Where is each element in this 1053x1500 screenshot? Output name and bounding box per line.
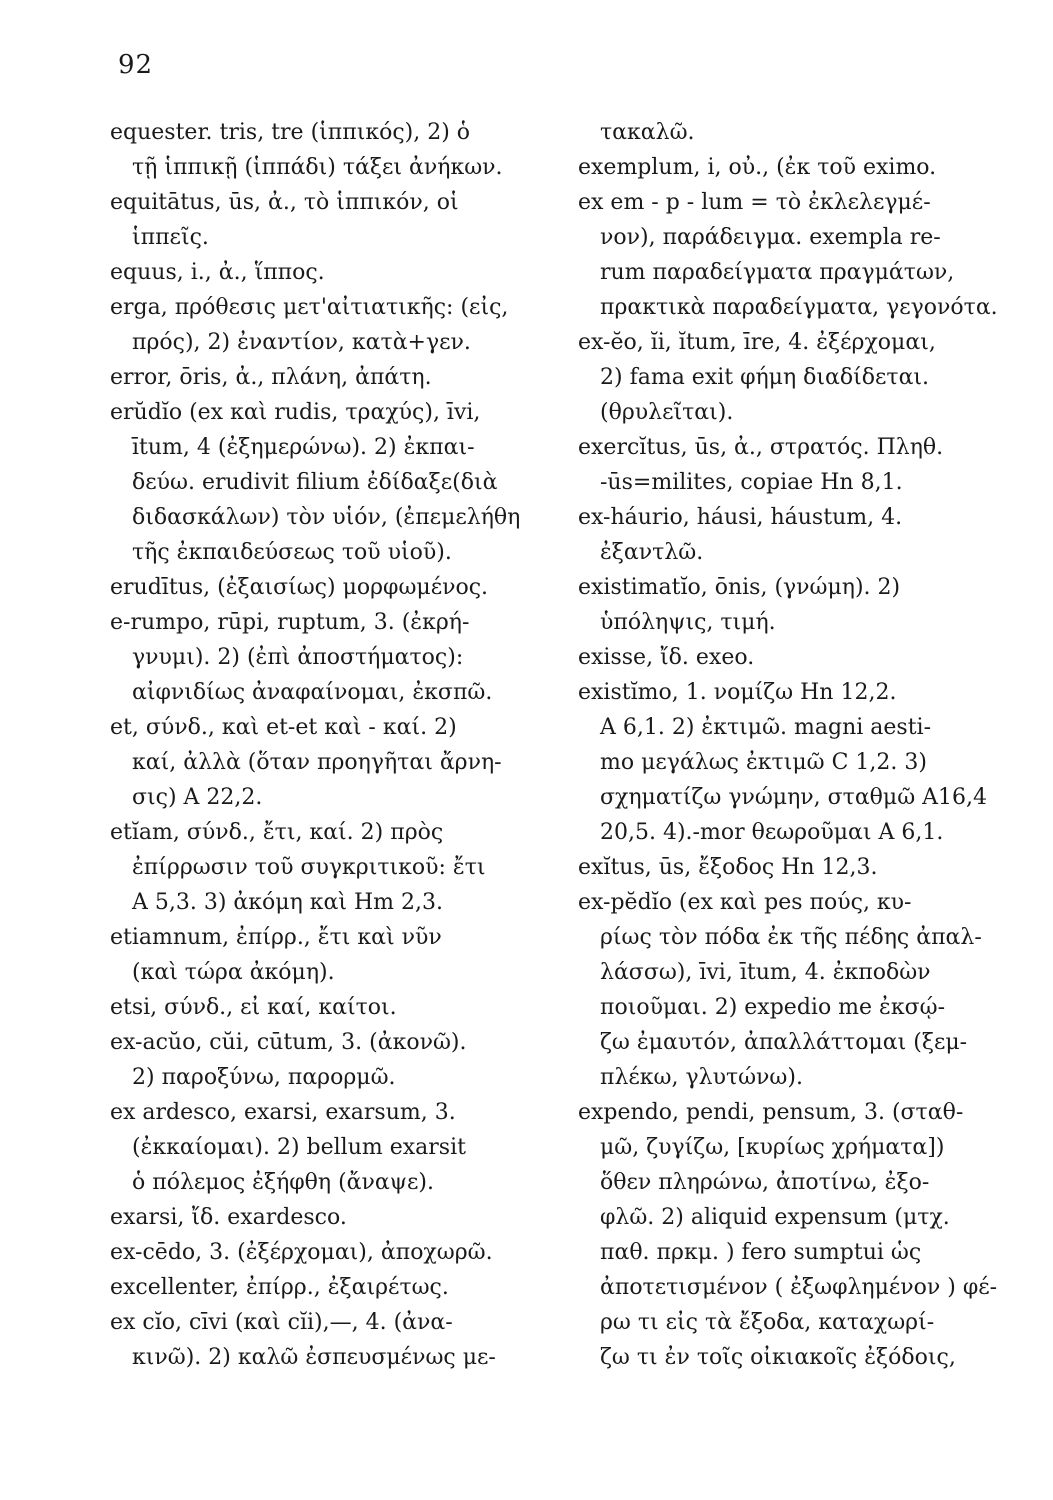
dictionary-line: A 5,3. 3) ἀκόμη καὶ Hm 2,3. bbox=[132, 890, 443, 915]
dictionary-line: πλέκω, γλυτώνω). bbox=[600, 1065, 803, 1090]
dictionary-line: existimatĭo, ōnis, (γνώμη). 2) bbox=[578, 575, 901, 600]
dictionary-line: rum παραδείγματα πραγμάτων, bbox=[600, 260, 955, 285]
dictionary-line: ὅθεν πληρώνω, ἀποτίνω, ἐξο- bbox=[600, 1170, 930, 1195]
dictionary-line: (ἐκκαίομαι). 2) bellum exarsit bbox=[132, 1135, 466, 1160]
dictionary-line: κινῶ). 2) καλῶ ἐσπευσμένως με- bbox=[132, 1345, 496, 1370]
dictionary-line: δεύω. erudivit filium ἐδίδαξε(διὰ bbox=[132, 470, 498, 495]
dictionary-line: 2) fama exit φήμη διαδίδεται. bbox=[600, 365, 930, 390]
dictionary-line: καί, ἀλλὰ (ὅταν προηγῆται ἄρνη- bbox=[132, 750, 502, 775]
left-column bbox=[110, 115, 550, 1375]
dictionary-line: ρω τι εἰς τὰ ἔξοδα, καταχωρί- bbox=[600, 1310, 935, 1335]
dictionary-line: πρακτικὰ παραδείγματα, γεγονότα. bbox=[600, 295, 998, 320]
dictionary-line: (καὶ τώρα ἀκόμη). bbox=[132, 960, 335, 985]
dictionary-line: ζω ἐμαυτόν, ἀπαλλάττομαι (ξεμ- bbox=[600, 1030, 968, 1055]
dictionary-line: e-rumpo, rūpi, ruptum, 3. (ἐκρή- bbox=[110, 610, 470, 635]
dictionary-line: ex-ĕo, ĭi, ĭtum, īre, 4. ἐξέρχομαι, bbox=[578, 330, 936, 355]
dictionary-line: exarsi, ἴδ. exardesco. bbox=[110, 1205, 347, 1230]
dictionary-line: mo μεγάλως ἐκτιμῶ C 1,2. 3) bbox=[600, 750, 927, 775]
dictionary-line: πρός), 2) ἐναντίον, κατὰ+γεν. bbox=[132, 330, 471, 355]
dictionary-line: ποιοῦμαι. 2) expedio me ἐκσῴ- bbox=[600, 995, 945, 1020]
dictionary-line: excellenter, ἐπίρρ., ἐξαιρέτως. bbox=[110, 1275, 449, 1300]
dictionary-line: τακαλῶ. bbox=[600, 120, 695, 145]
dictionary-line: νον), παράδειγμα. exempla re- bbox=[600, 225, 941, 250]
dictionary-line: expendo, pendi, pensum, 3. (σταθ- bbox=[578, 1100, 964, 1125]
dictionary-line: et, σύνδ., καὶ et-et καὶ - καί. 2) bbox=[110, 715, 457, 740]
dictionary-line: παθ. πρκμ. ) fero sumptui ὡς bbox=[600, 1240, 922, 1265]
dictionary-line: τῆς ἐκπαιδεύσεως τοῦ υἱοῦ). bbox=[132, 540, 452, 565]
dictionary-line: ἐξαντλῶ. bbox=[600, 540, 704, 565]
dictionary-line: 2) παροξύνω, παρορμῶ. bbox=[132, 1065, 396, 1090]
dictionary-line: erudītus, (ἐξαισίως) μορφωμένος. bbox=[110, 575, 489, 600]
dictionary-line: τῇ ἱππικῇ (ἱππάδι) τάξει ἀνήκων. bbox=[132, 155, 503, 180]
dictionary-line: etĭam, σύνδ., ἔτι, καί. 2) πρὸς bbox=[110, 820, 444, 845]
dictionary-line: ἀποτετισμένον ( ἐξωφλημένον ) φέ- bbox=[600, 1275, 998, 1300]
dictionary-line: exercĭtus, ūs, ἀ., στρατός. Πληθ. bbox=[578, 435, 944, 460]
dictionary-line: ītum, 4 (ἐξημερώνω). 2) ἐκπαι- bbox=[132, 435, 475, 460]
dictionary-line: exisse, ἴδ. exeo. bbox=[578, 645, 755, 670]
dictionary-line: ex em - p - lum = τὸ ἐκλελεγμέ- bbox=[578, 190, 931, 215]
dictionary-line: ἐπίρρωσιν τοῦ συγκριτικοῦ: ἔτι bbox=[132, 855, 486, 880]
dictionary-line: γνυμι). 2) (ἐπὶ ἀποστήματος): bbox=[132, 645, 464, 670]
dictionary-line: σχηματίζω γνώμην, σταθμῶ A16,4 bbox=[600, 785, 988, 810]
dictionary-line: erga, πρόθεσις μετ'αἰτιατικῆς: (εἰς, bbox=[110, 295, 509, 320]
dictionary-line: (θρυλεῖται). bbox=[600, 400, 734, 425]
dictionary-line: φλῶ. 2) aliquid expensum (μτχ. bbox=[600, 1205, 950, 1230]
dictionary-line: ex-cēdo, 3. (ἐξέρχομαι), ἀποχωρῶ. bbox=[110, 1240, 493, 1265]
dictionary-line: etiamnum, ἐπίρρ., ἔτι καὶ νῦν bbox=[110, 925, 442, 950]
dictionary-line: A 6,1. 2) ἐκτιμῶ. magni aesti- bbox=[600, 715, 931, 740]
dictionary-line: μῶ, ζυγίζω, [κυρίως χρήματα]) bbox=[600, 1135, 945, 1160]
dictionary-line: ζω τι ἐν τοῖς οἰκιακοῖς ἐξόδοις, bbox=[600, 1345, 956, 1370]
dictionary-line: etsi, σύνδ., εἰ καί, καίτοι. bbox=[110, 995, 397, 1020]
dictionary-line: ex-háurio, háusi, háustum, 4. bbox=[578, 505, 903, 530]
dictionary-line: equitātus, ūs, ἀ., τὸ ἱππικόν, οἱ bbox=[110, 190, 459, 215]
dictionary-line: ex cĭo, cīvi (καὶ cĭi),—, 4. (ἀνα- bbox=[110, 1310, 453, 1335]
dictionary-line: equus, i., ἀ., ἵππος. bbox=[110, 260, 325, 285]
dictionary-line: exemplum, i, οὐ., (ἐκ τοῦ eximo. bbox=[578, 155, 937, 180]
dictionary-line: error, ōris, ἀ., πλάνη, ἀπάτη. bbox=[110, 365, 432, 390]
dictionary-line: equester. tris, tre (ἱππικός), 2) ὁ bbox=[110, 120, 471, 145]
dictionary-line: exĭtus, ūs, ἔξοδος Hn 12,3. bbox=[578, 855, 878, 880]
dictionary-line: ex-pĕdĭo (ex καὶ pes πούς, κυ- bbox=[578, 890, 912, 915]
dictionary-line: ex ardesco, exarsi, exarsum, 3. bbox=[110, 1100, 456, 1125]
dictionary-line: ὁ πόλεμος ἐξήφθη (ἄναψε). bbox=[132, 1170, 434, 1195]
dictionary-line: ὑπόληψις, τιμή. bbox=[600, 610, 776, 635]
dictionary-line: 20,5. 4).-mor θεωροῦμαι A 6,1. bbox=[600, 820, 944, 845]
dictionary-line: αἰφνιδίως ἀναφαίνομαι, ἐκσπῶ. bbox=[132, 680, 493, 705]
dictionary-line: existĭmo, 1. νομίζω Hn 12,2. bbox=[578, 680, 897, 705]
page-number: 92 bbox=[118, 50, 154, 80]
dictionary-line: ρίως τὸν πόδα ἐκ τῆς πέδης ἀπαλ- bbox=[600, 925, 982, 950]
dictionary-line: λάσσω), īvi, ītum, 4. ἐκποδὼν bbox=[600, 960, 931, 985]
dictionary-line: -ūs=milites, copiae Hn 8,1. bbox=[600, 470, 903, 495]
dictionary-line: σις) A 22,2. bbox=[132, 785, 263, 810]
right-column bbox=[578, 115, 1018, 1375]
dictionary-line: erŭdĭo (ex καὶ rudis, τραχύς), īvi, bbox=[110, 400, 481, 425]
dictionary-line: ἱππεῖς. bbox=[132, 225, 209, 250]
dictionary-line: διδασκάλων) τὸν υἱόν, (ἐπεμελήθη bbox=[132, 505, 521, 530]
dictionary-line: ex-acŭo, cŭi, cūtum, 3. (ἀκονῶ). bbox=[110, 1030, 467, 1055]
